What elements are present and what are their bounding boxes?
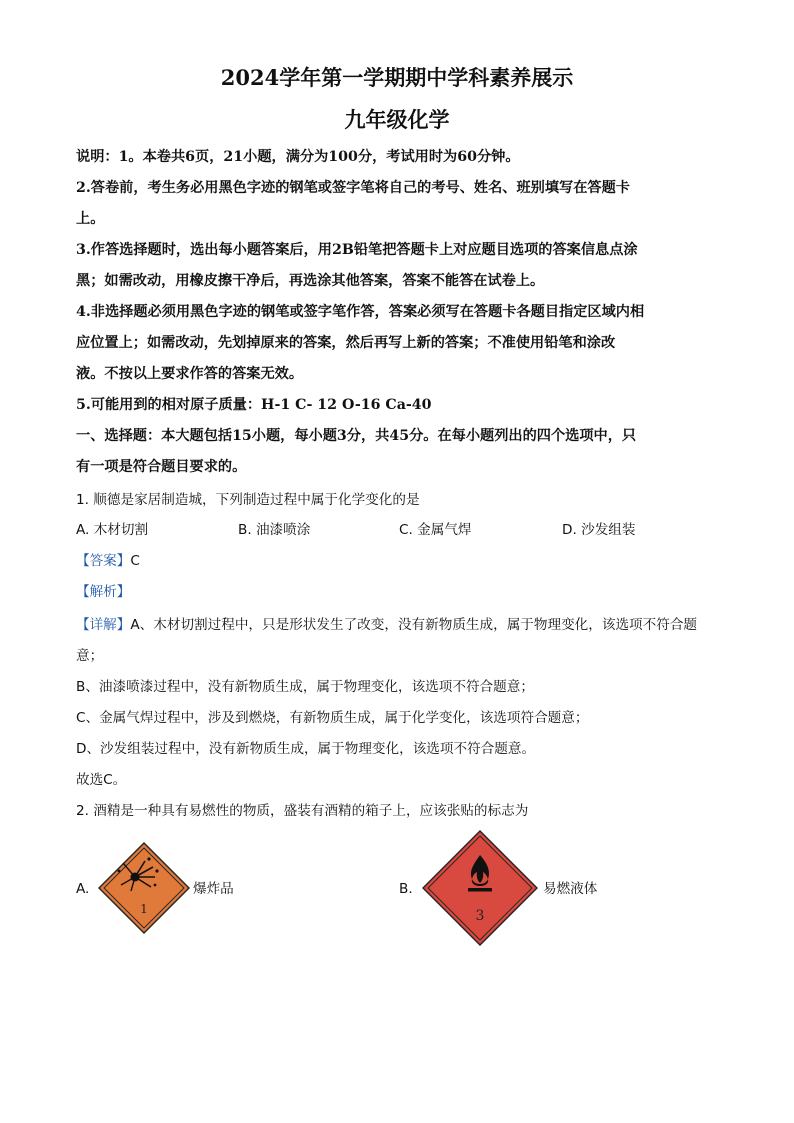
question-1-stem: 1. 顺德是家居制造城，下列制造过程中属于化学变化的是 <box>76 492 420 508</box>
explosive-hazard-sign <box>97 841 191 935</box>
q2-option-a-label: 爆炸品 <box>193 881 234 897</box>
q1-detail-line: D、沙发组装过程中，没有新物质生成，属于物理变化，该选项不符合题意。 <box>76 741 536 757</box>
instruction-line: 说明：1。本卷共6页，21小题，满分为100分，考试用时为60分钟。 <box>76 149 520 165</box>
q1-option-c: C. 金属气焊 <box>399 522 472 538</box>
page-title: 2024学年第一学期期中学科素养展示 <box>220 65 574 90</box>
q1-detail-line: C、金属气焊过程中，涉及到燃烧，有新物质生成，属于化学变化，该选项符合题意； <box>76 710 589 726</box>
q1-detail-line: 意； <box>76 648 104 664</box>
detail-tag: 【详解】 <box>76 617 131 633</box>
q1-option-b: B. 油漆喷涂 <box>238 522 311 538</box>
q1-option-a: A. 木材切割 <box>76 522 149 538</box>
instruction-line: 上。 <box>76 211 105 227</box>
answer-value: C <box>130 553 140 569</box>
q2-option-b-label: 易燃液体 <box>543 881 598 897</box>
detail-text: A、木材切割过程中，只是形状发生了改变，没有新物质生成，属于物理变化，该选项不符合题 <box>130 617 698 633</box>
section-heading: 有一项是符合题目要求的。 <box>76 459 247 475</box>
q1-detail-line <box>76 614 726 636</box>
sign-number: 3 <box>475 908 485 924</box>
q2-option-a-letter: A. <box>76 881 90 897</box>
answer-tag: 【答案】 <box>76 553 131 569</box>
instruction-line: 应位置上；如需改动，先划掉原来的答案，然后再写上新的答案；不准使用铅笔和涂改 <box>76 335 616 351</box>
instruction-line: 黑；如需改动，用橡皮擦干净后，再选涂其他答案，答案不能答在试卷上。 <box>76 273 545 289</box>
page-subtitle: 九年级化学 <box>344 107 450 132</box>
q1-detail-line: B、油漆喷漆过程中，没有新物质生成，属于物理变化，该选项不符合题意； <box>76 679 534 695</box>
q1-option-d: D. 沙发组装 <box>562 522 636 538</box>
sign-number: 1 <box>140 902 148 916</box>
instruction-line: 5.可能用到的相对原子质量：H-1 C- 12 O-16 Ca-40 <box>76 397 432 413</box>
instruction-line: 4.非选择题必须用黑色字迹的钢笔或签字笔作答，答案必须写在答题卡各题目指定区域内相 <box>76 304 645 320</box>
section-heading: 一、选择题：本大题包括15小题，每小题3分，共45分。在每小题列出的四个选项中，只 <box>76 428 637 444</box>
instruction-line: 3.作答选择题时，选出每小题答案后，用2B铅笔把答题卡上对应题目选项的答案信息点涂 <box>76 242 638 258</box>
sign-diamond <box>99 843 189 933</box>
instruction-line: 液。不按以上要求作答的答案无效。 <box>76 366 304 382</box>
q1-answer <box>76 550 726 572</box>
analysis-tag: 【解析】 <box>76 584 131 600</box>
q1-analysis <box>76 581 726 603</box>
q2-option-b-letter: B. <box>399 881 413 897</box>
question-2-stem: 2. 酒精是一种具有易燃性的物质，盛装有酒精的箱子上，应该张贴的标志为 <box>76 803 529 819</box>
q1-detail-line: 故选C。 <box>76 772 127 788</box>
instruction-line: 2.答卷前，考生务必用黑色字迹的钢笔或签字笔将自己的考号、姓名、班别填写在答题卡 <box>76 180 630 196</box>
flammable-liquid-sign <box>421 829 539 947</box>
